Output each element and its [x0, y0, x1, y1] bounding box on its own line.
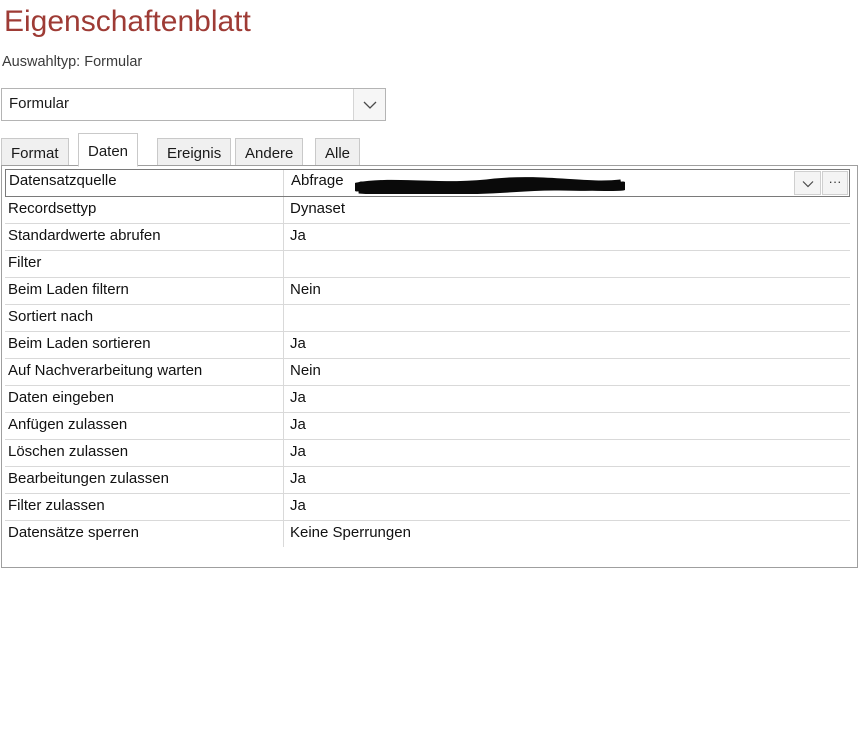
property-value[interactable]: Ja	[290, 416, 306, 433]
chevron-down-icon-glyph	[802, 180, 814, 188]
tab-format[interactable]: Format	[1, 138, 69, 166]
property-value[interactable]: Nein	[290, 362, 321, 379]
table-row[interactable]	[5, 305, 850, 332]
property-name: Filter zulassen	[8, 497, 105, 514]
property-value[interactable]: Ja	[290, 227, 306, 244]
table-row[interactable]	[5, 494, 850, 521]
table-row[interactable]	[5, 467, 850, 494]
table-row[interactable]	[5, 440, 850, 467]
property-name: Standardwerte abrufen	[8, 227, 161, 244]
property-name: Beim Laden filtern	[8, 281, 129, 298]
property-grid-rows	[5, 169, 850, 548]
object-select-value: Formular	[9, 95, 70, 112]
column-divider	[283, 278, 284, 304]
chevron-down-icon[interactable]	[353, 89, 385, 120]
chevron-down-icon-glyph	[363, 100, 377, 110]
property-value[interactable]: Ja	[290, 470, 306, 487]
close-icon[interactable]	[827, 6, 849, 28]
column-divider	[283, 224, 284, 250]
property-name: Filter	[8, 254, 42, 271]
selection-type-label: Auswahltyp: Formular	[2, 54, 143, 70]
property-name: Auf Nachverarbeitung warten	[8, 362, 203, 379]
property-name: Daten eingeben	[8, 389, 114, 406]
column-divider	[283, 305, 284, 331]
column-divider	[283, 332, 284, 358]
column-divider	[283, 197, 284, 223]
table-row[interactable]	[5, 169, 850, 197]
object-select[interactable]	[1, 88, 386, 121]
property-name: Recordsettyp	[8, 200, 97, 217]
column-divider	[283, 359, 284, 385]
table-row[interactable]	[5, 251, 850, 278]
property-name: Anfügen zulassen	[8, 416, 128, 433]
builder-button[interactable]: ···	[822, 171, 848, 195]
property-name: Sortiert nach	[8, 308, 94, 325]
chevron-down-icon[interactable]	[794, 171, 821, 195]
property-name: Bearbeitungen zulassen	[8, 470, 169, 487]
property-value[interactable]: Dynaset	[290, 200, 346, 217]
column-divider	[283, 413, 284, 439]
tab-alle[interactable]: Alle	[315, 138, 360, 166]
column-divider	[283, 440, 284, 466]
property-name: Datensätze sperren	[8, 524, 139, 541]
property-value[interactable]: Abfrage	[291, 172, 344, 189]
property-name: Beim Laden sortieren	[8, 335, 151, 352]
table-row[interactable]	[5, 521, 850, 548]
column-divider	[283, 521, 284, 547]
property-value[interactable]: Nein	[290, 281, 321, 298]
table-row[interactable]	[5, 359, 850, 386]
property-value[interactable]: Ja	[290, 443, 306, 460]
property-value[interactable]: Ja	[290, 497, 306, 514]
tab-andere[interactable]: Andere	[235, 138, 303, 166]
property-tabs	[1, 133, 387, 166]
column-divider	[283, 467, 284, 493]
column-divider	[283, 251, 284, 277]
property-name: Löschen zulassen	[8, 443, 129, 460]
property-value[interactable]: Keine Sperrungen	[290, 524, 411, 541]
property-value[interactable]: Ja	[290, 389, 306, 406]
column-divider	[283, 170, 284, 196]
property-name: Datensatzquelle	[9, 172, 117, 189]
table-row[interactable]	[5, 386, 850, 413]
tab-daten[interactable]: Daten	[78, 133, 138, 167]
property-grid	[1, 165, 858, 568]
column-divider	[283, 386, 284, 412]
property-value[interactable]: Ja	[290, 335, 306, 352]
table-row[interactable]	[5, 224, 850, 251]
table-row[interactable]	[5, 332, 850, 359]
table-row[interactable]	[5, 278, 850, 305]
table-row[interactable]	[5, 197, 850, 224]
table-row[interactable]	[5, 413, 850, 440]
tab-ereignis[interactable]: Ereignis	[157, 138, 231, 166]
column-divider	[283, 494, 284, 520]
page-title: Eigenschaftenblatt	[4, 5, 251, 38]
